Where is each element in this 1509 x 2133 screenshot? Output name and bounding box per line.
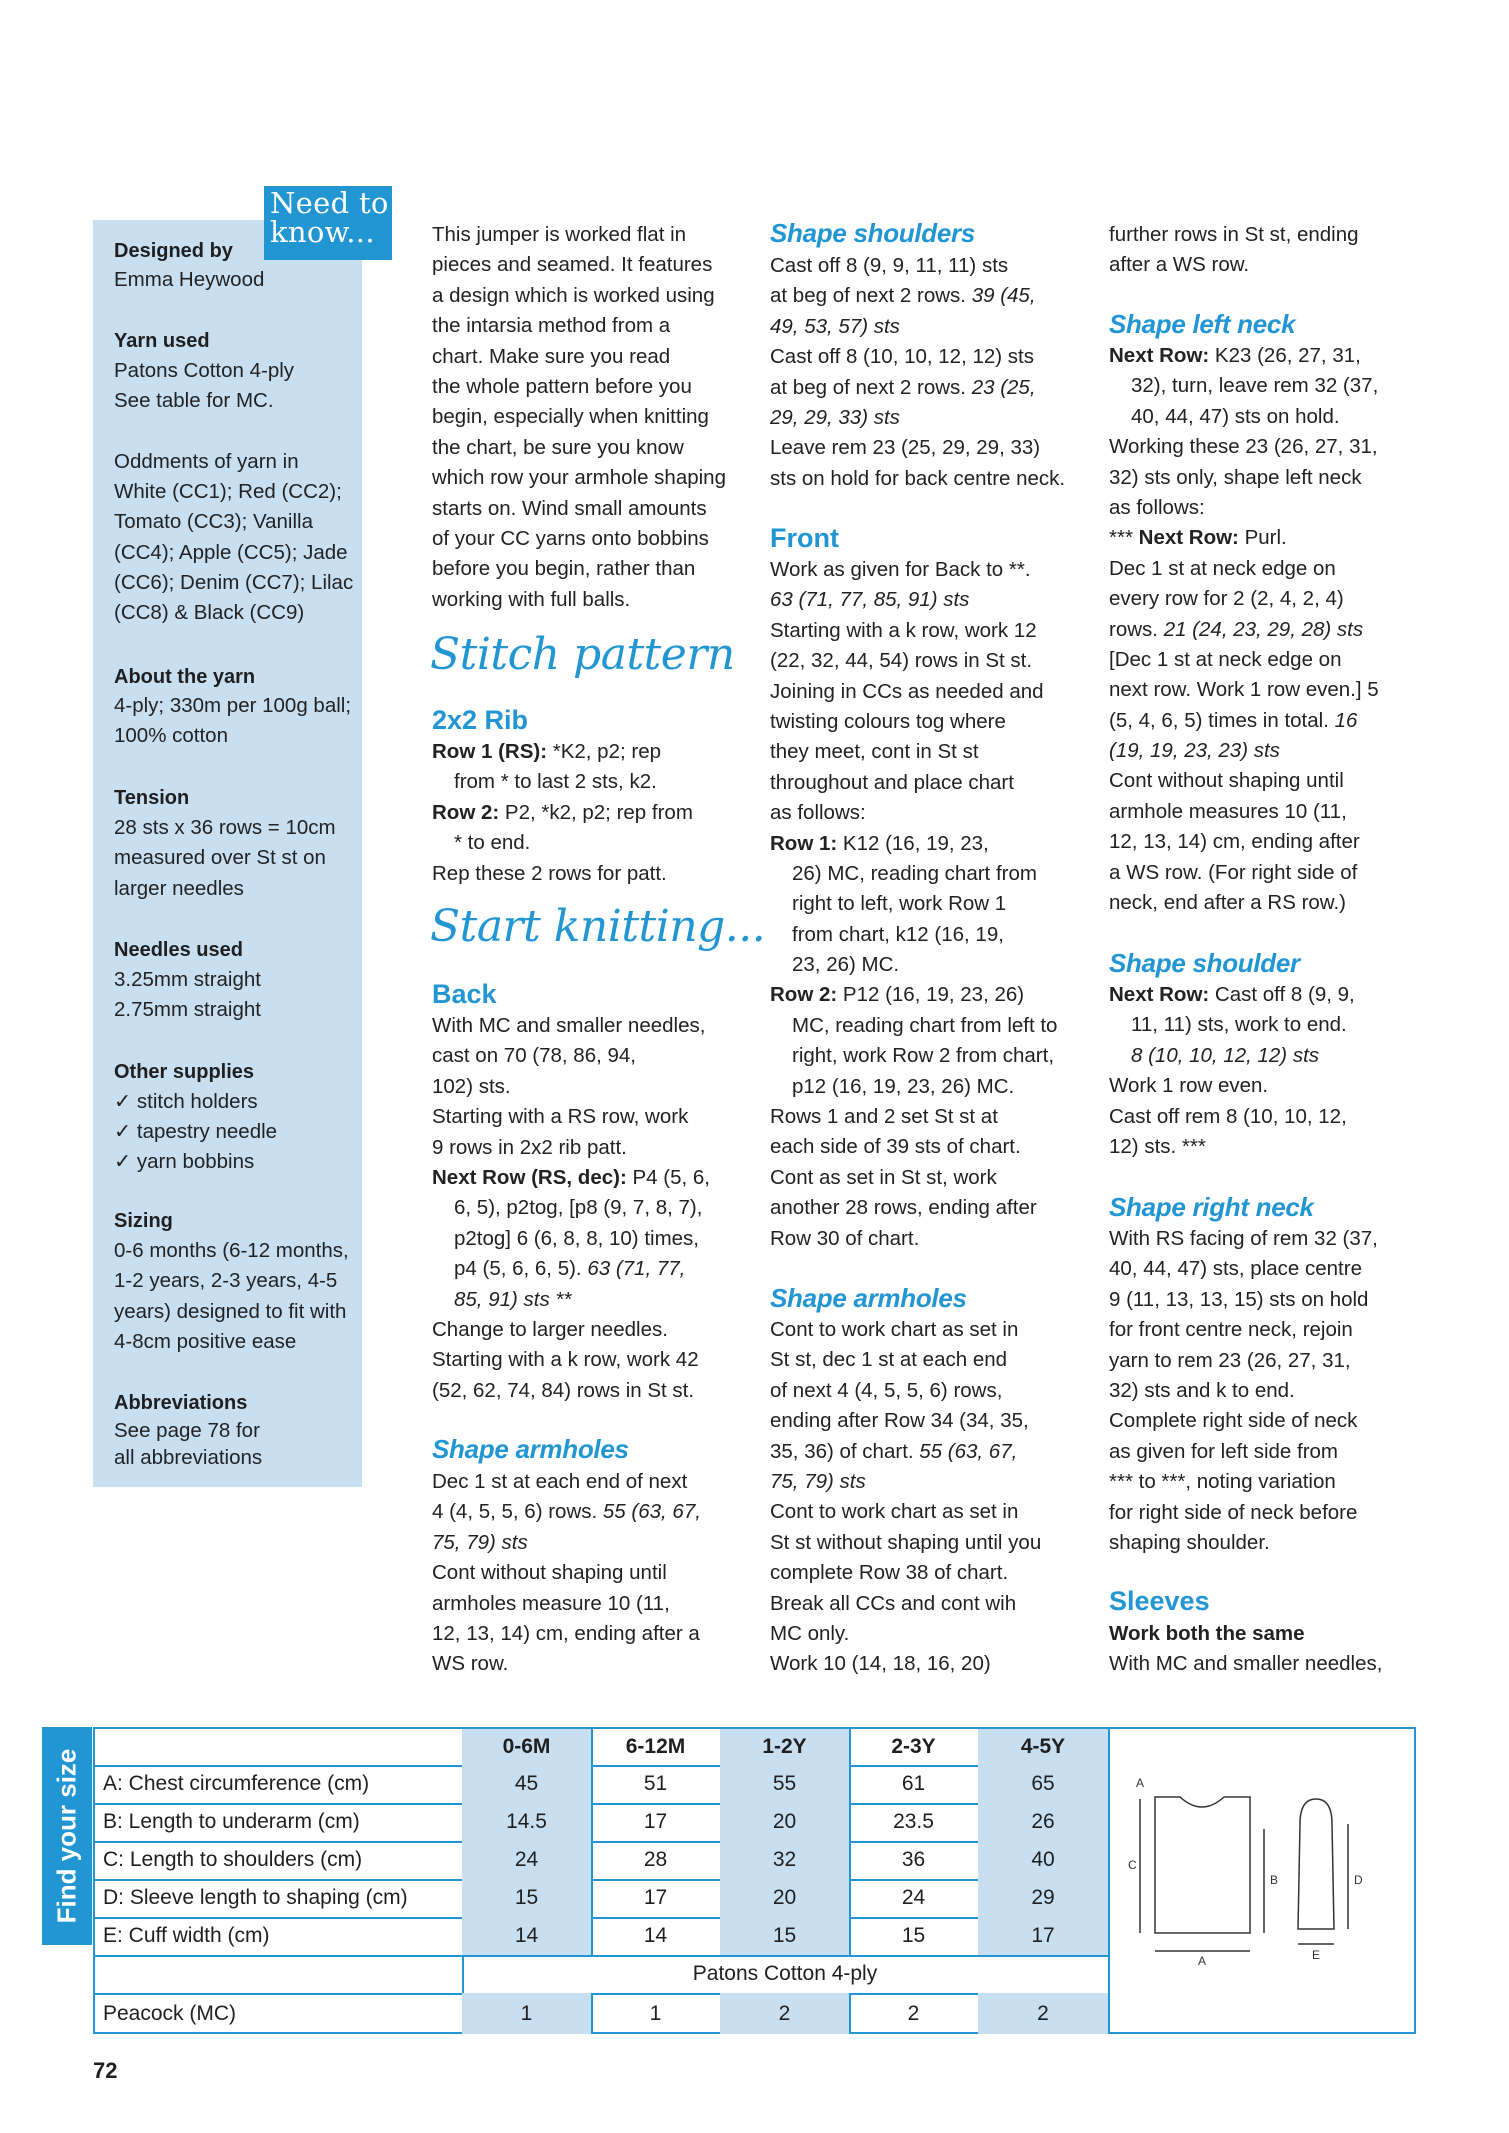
table-cell: 23.5 [849,1803,980,1843]
col3-top-text [1109,220,1359,281]
text-line: Cont without shaping until [1109,769,1344,793]
text-line: Complete right side of neck [1109,1409,1358,1433]
row-label: Row 2: [432,800,500,824]
about-yarn-heading: About the yarn [114,666,256,688]
front-heading: Front [770,523,839,553]
text-line: Dec 1 st at neck edge on [1109,556,1336,580]
need-to-know-badge [264,186,392,260]
text-line: Cont without shaping until [432,1561,667,1585]
stitch-pattern-heading: Stitch pattern [430,629,735,680]
text-line: 32), turn, leave rem 32 (37, [1131,374,1379,398]
text-line: * to end. [454,831,531,855]
sizing-line: 0-6 months (6-12 months, [114,1239,349,1262]
table-cell: 17 [591,1879,722,1919]
tension-line: 28 sts x 36 rows = 10cm [114,816,336,839]
badge-line-2: know... [270,215,375,249]
text-line: for right side of neck before [1109,1500,1358,1524]
stitch-count: 85, 91) sts ** [454,1287,572,1311]
table-cell: 45 [462,1765,593,1805]
text-line: St st without shaping until you [770,1530,1042,1554]
text-line: 32) sts and k to end. [1109,1378,1295,1402]
text-line: as follows: [770,801,866,825]
text-line: yarn to rem 23 (26, 27, 31, [1109,1348,1351,1372]
table-row-label: E: Cuff width (cm) [95,1917,464,1957]
text-line: MC, reading chart from left to [792,1013,1058,1037]
size-table [93,1727,1416,2034]
table-corner [95,1729,464,1767]
text-line: Dec 1 st at each end of next [432,1470,688,1493]
about-yarn-line: 4-ply; 330m per 100g ball; [114,694,352,717]
row-label: Next Row: [1138,526,1239,550]
text-line: Work as given for Back to **. [770,558,1031,581]
text-span: Cast off 8 (9, 9, [1209,983,1355,1006]
label-a: A [1198,1954,1207,1968]
text-line: Starting with a RS row, work [432,1105,689,1129]
text-line: Cont to work chart as set in [770,1318,1019,1341]
text-line: right to left, work Row 1 [792,892,1007,916]
stitch-count: 55 (63, 67, [602,1500,701,1524]
size-header: 4-5Y [978,1729,1110,1767]
text-span: *K2, p2; rep [547,740,661,763]
sleeves-subheading: Work both the same [1109,1622,1305,1645]
text-line: 32) sts only, shape left neck [1109,465,1362,489]
text-line: pieces and seamed. It features [432,253,713,277]
stitch-count: 16 [1334,708,1358,732]
sleeves-instructions [1109,1619,1382,1680]
stitch-count: 21 (24, 23, 29, 28) sts [1163,617,1364,641]
table-cell: 51 [591,1765,722,1805]
text-line: With RS facing of rem 32 (37, [1109,1227,1378,1250]
abbreviations-heading: Abbreviations [114,1392,248,1414]
row-label: Next Row: [1109,983,1210,1006]
text-line: p12 (16, 19, 23, 26) MC. [792,1074,1015,1098]
text-line: a design which is worked using [432,283,715,307]
text-line: *** to ***, noting variation [1109,1470,1336,1494]
designer-name: Emma Heywood [114,268,265,291]
oddments-line: (CC6); Denim (CC7); Lilac [114,571,354,594]
sizing-line: 1-2 years, 2-3 years, 4-5 [114,1269,338,1292]
table-cell: 15 [849,1917,980,1957]
sizing-line: years) designed to fit with [114,1300,347,1323]
text-line: from * to last 2 sts, k2. [454,770,657,794]
label-c: C [1128,1858,1137,1872]
stitch-count: 39 (45, [971,284,1036,308]
front-armholes-instructions [770,1315,1041,1680]
row-label: Row 1: [770,831,838,855]
text-line: Working these 23 (26, 27, 31, [1109,435,1378,459]
text-line: armholes measure 10 (11, [432,1591,670,1615]
yarn-used-heading: Yarn used [114,330,210,352]
table-row-label: A: Chest circumference (cm) [95,1765,464,1805]
text-span: 35, 36) of chart. [770,1439,920,1463]
body-outline [1155,1797,1250,1933]
table-cell: 15 [462,1879,593,1919]
stitch-count: 23 (25, [971,375,1036,399]
text-line: (22, 32, 44, 54) rows in St st. [770,649,1033,673]
text-line: 40, 44, 47) sts on hold. [1131,404,1340,428]
stitch-count: 29, 29, 33) sts [770,405,900,429]
shape-left-neck-heading: Shape left neck [1109,309,1296,339]
text-line: 26) MC, reading chart from [792,861,1037,885]
text-span: at beg of next 2 rows. [770,375,972,399]
text-span: P2, *k2, p2; rep from [499,800,693,824]
text-line: shaping shoulder. [1109,1530,1270,1554]
find-your-size-label: Find your size [51,1748,82,1924]
text-line: the chart, be sure you know [432,435,684,459]
table-cell: 17 [591,1803,722,1843]
text-line: for front centre neck, rejoin [1109,1318,1353,1342]
table-cell: 24 [462,1841,593,1881]
text-span: at beg of next 2 rows. [770,284,972,308]
text-line: further rows in St st, ending [1109,223,1359,246]
text-line: Cast off 8 (10, 10, 12, 12) sts [770,345,1034,369]
text-line: (52, 62, 74, 84) rows in St st. [432,1378,695,1402]
start-knitting-heading: Start knitting... [430,901,766,952]
label-d: D [1354,1873,1363,1887]
size-header: 2-3Y [849,1729,980,1767]
yarn-header: Patons Cotton 4-ply [462,1955,1110,1995]
table-row-label: C: Length to shoulders (cm) [95,1841,464,1881]
size-header: 0-6M [462,1729,593,1767]
text-line: Cont as set in St st, work [770,1165,997,1189]
needles-line: 3.25mm straight [114,968,261,991]
stitch-count: 49, 53, 57) sts [770,314,900,338]
label-b: B [1270,1873,1279,1887]
table-cell: 32 [720,1841,851,1881]
text-line: each side of 39 sts of chart. [770,1135,1021,1159]
table-cell: 26 [978,1803,1110,1843]
table-cell: 14 [591,1917,722,1957]
label-e: E [1312,1948,1321,1962]
text-line: [Dec 1 st at neck edge on [1109,647,1342,671]
text-line: Cont to work chart as set in [770,1500,1019,1524]
row-label: Next Row (RS, dec): [432,1165,627,1189]
table-blank [95,1955,464,1995]
table-cell: 20 [720,1803,851,1843]
text-line: starts on. Wind small amounts [432,496,707,520]
badge-line-1: Need to [270,186,389,220]
designed-by-heading: Designed by [114,240,233,262]
table-cell: 65 [978,1765,1110,1805]
text-line: 12, 13, 14) cm, ending after a [432,1621,700,1645]
right-neck-instructions [1109,1224,1378,1558]
oddments-line: Tomato (CC3); Vanilla [114,510,313,533]
label-a-top: A [1136,1776,1145,1790]
text-line: 6, 5), p2tog, [p8 (9, 7, 8, 7), [454,1196,703,1220]
text-line: as follows: [1109,495,1205,519]
text-line: 9 (11, 13, 13, 15) sts on hold [1109,1287,1369,1311]
other-supplies-heading: Other supplies [114,1061,255,1083]
text-line: sts on hold for back centre neck. [770,466,1066,490]
text-line: p2tog] 6 (6, 8, 8, 10) times, [454,1226,699,1250]
text-line: right, work Row 2 from chart, [792,1044,1055,1068]
table-cell: 1 [462,1993,593,2034]
table-cell: 24 [849,1879,980,1919]
text-line: as given for left side from [1109,1439,1339,1463]
stitch-count: 75, 79) sts [770,1469,866,1493]
text-span: P12 (16, 19, 23, 26) [837,983,1025,1007]
table-cell: 2 [978,1993,1110,2034]
stitch-count: (19, 19, 23, 23) sts [1109,739,1280,763]
text-line: Cast off 8 (9, 9, 11, 11) sts [770,254,1009,277]
text-line: Work 1 row even. [1109,1074,1269,1098]
text-line: MC only. [770,1621,850,1645]
table-cell: 36 [849,1841,980,1881]
abbreviations-line: See page 78 for [114,1419,260,1442]
text-line: 102) sts. [432,1074,511,1098]
text-line: chart. Make sure you read [432,344,671,368]
garment-schematic [1112,1729,1414,2032]
text-span: K23 (26, 27, 31, [1209,344,1361,367]
supply-item: ✓ stitch holders [114,1090,258,1113]
tension-line: measured over St st on [114,846,326,869]
rib-instructions [432,737,693,889]
back-armholes-heading: Shape armholes [432,1434,629,1464]
row-label: Row 2: [770,983,838,1007]
text-line: next row. Work 1 row even.] 5 [1109,678,1379,702]
needles-heading: Needles used [114,939,243,961]
stitch-count: 75, 79) sts [432,1530,528,1554]
front-instructions [770,555,1057,1254]
text-line: 40, 44, 47) sts, place centre [1109,1257,1362,1281]
table-cell: 61 [849,1765,980,1805]
table-cell: 55 [720,1765,851,1805]
text-line: WS row. [432,1652,509,1676]
table-cell: 29 [978,1879,1110,1919]
back-instructions [432,1011,710,1406]
page-number: 72 [93,2058,118,2083]
text-span: p4 (5, 6, 6, 5). [454,1257,588,1281]
table-cell: 2 [720,1993,851,2034]
text-line: Row 30 of chart. [770,1226,920,1250]
table-cell: 14 [462,1917,593,1957]
stitch-count: 63 (71, 77, 85, 91) sts [770,588,970,612]
text-line: every row for 2 (2, 4, 2, 4) [1109,587,1344,611]
sizing-line: 4-8cm positive ease [114,1330,297,1353]
text-line: after a WS row. [1109,253,1250,277]
text-span: Purl. [1238,526,1287,550]
shape-shoulder-heading: Shape shoulder [1109,948,1300,978]
stitch-count: 8 (10, 10, 12, 12) sts [1131,1043,1320,1067]
table-cell: 28 [591,1841,722,1881]
text-line: they meet, cont in St st [770,740,979,764]
left-neck-instructions [1109,341,1379,918]
yarn-line: Patons Cotton 4-ply [114,359,295,382]
text-line: before you begin, rather than [432,557,696,581]
table-row-label: D: Sleeve length to shaping (cm) [95,1879,464,1919]
text-line: Change to larger needles. [432,1317,668,1341]
table-cell: 20 [720,1879,851,1919]
sleeve-outline [1298,1799,1334,1929]
text-line: begin, especially when knitting [432,405,709,429]
text-line: cast on 70 (78, 86, 94, [432,1044,636,1068]
shoulder-instructions [1109,980,1355,1162]
yarn-line: See table for MC. [114,389,274,412]
sleeves-heading: Sleeves [1109,1586,1210,1616]
text-line: 9 rows in 2x2 rib patt. [432,1135,627,1159]
stitch-count: 55 (63, 67, [919,1439,1018,1463]
text-span: P4 (5, 6, [626,1165,710,1189]
needles-line: 2.75mm straight [114,998,261,1021]
abbreviations-line: all abbreviations [114,1446,263,1469]
about-yarn-line: 100% cotton [114,724,228,747]
text-line: This jumper is worked flat in [432,223,687,246]
text-line: twisting colours tog where [770,709,1006,733]
text-span: *** [1109,526,1139,550]
shape-right-neck-heading: Shape right neck [1109,1192,1314,1222]
text-line: from chart, k12 (16, 19, [792,922,1004,946]
size-header: 1-2Y [720,1729,851,1767]
oddments-line: White (CC1); Red (CC2); [114,480,342,503]
text-line: a WS row. (For right side of [1109,860,1358,884]
stitch-count: 63 (71, 77, [587,1257,686,1281]
tension-line: larger needles [114,877,244,900]
text-line: another 28 rows, ending after [770,1196,1037,1220]
text-line: Starting with a k row, work 12 [770,618,1037,642]
table-cell: 15 [720,1917,851,1957]
text-line: Break all CCs and cont wih [770,1591,1017,1615]
intro-text [432,220,726,615]
table-cell: 40 [978,1841,1110,1881]
text-line: Rows 1 and 2 set St st at [770,1105,998,1129]
text-line: ending after Row 34 (34, 35, [770,1409,1029,1433]
text-line: of next 4 (4, 5, 5, 6) rows, [770,1378,1003,1402]
shoulders-instructions [770,251,1065,494]
text-line: complete Row 38 of chart. [770,1561,1009,1585]
text-line: With MC and smaller needles, [1109,1652,1383,1676]
text-line: Starting with a k row, work 42 [432,1348,699,1372]
shape-shoulders-heading: Shape shoulders [770,218,975,248]
sizing-heading: Sizing [114,1210,173,1232]
text-span: rows. [1109,617,1164,641]
rib-heading: 2x2 Rib [432,705,529,735]
table-cell: 1 [591,1993,722,2034]
text-line: With MC and smaller needles, [432,1014,706,1037]
table-cell: 17 [978,1917,1110,1957]
text-span: 4 (4, 5, 5, 6) rows. [432,1500,603,1524]
text-line: St st, dec 1 st at each end [770,1348,1008,1372]
front-armholes-heading: Shape armholes [770,1283,967,1313]
text-line: the whole pattern before you [432,374,692,398]
text-line: armhole measures 10 (11, [1109,799,1347,823]
table-row-label: Peacock (MC) [95,1993,464,2034]
size-header: 6-12M [591,1729,722,1767]
row-label: Next Row: [1109,344,1210,367]
oddments-line: (CC4); Apple (CC5); Jade [114,541,348,564]
oddments-line: (CC8) & Black (CC9) [114,601,305,624]
text-line: Leave rem 23 (25, 29, 29, 33) [770,436,1041,460]
text-line: 23, 26) MC. [792,953,900,977]
tension-heading: Tension [114,787,190,809]
supply-item: ✓ tapestry needle [114,1120,278,1143]
text-line: 12) sts. *** [1109,1134,1206,1158]
text-line: of your CC yarns onto bobbins [432,526,709,550]
back-armholes-instructions [432,1467,701,1680]
find-your-size-tab [42,1727,92,1945]
text-line: 12, 13, 14) cm, ending after [1109,830,1360,854]
text-line: which row your armhole shaping [432,466,726,490]
oddments-line: Oddments of yarn in [114,450,299,473]
text-line: throughout and place chart [770,770,1014,794]
text-span: (5, 4, 6, 5) times in total. [1109,708,1335,732]
text-line: Joining in CCs as needed and [770,679,1044,703]
table-cell: 2 [849,1993,980,2034]
text-line: working with full balls. [432,587,631,611]
text-line: Rep these 2 rows for patt. [432,861,667,885]
text-span: K12 (16, 19, 23, [837,831,989,855]
text-line: Cast off rem 8 (10, 10, 12, [1109,1104,1347,1128]
back-heading: Back [432,979,497,1009]
text-line: the intarsia method from a [432,314,671,338]
text-line: 11, 11) sts, work to end. [1131,1013,1347,1037]
supply-item: ✓ yarn bobbins [114,1150,255,1173]
table-cell: 14.5 [462,1803,593,1843]
table-row-label: B: Length to underarm (cm) [95,1803,464,1843]
text-line: neck, end after a RS row.) [1109,891,1347,915]
text-line: Work 10 (14, 18, 16, 20) [770,1652,991,1676]
row-label: Row 1 (RS): [432,740,548,763]
